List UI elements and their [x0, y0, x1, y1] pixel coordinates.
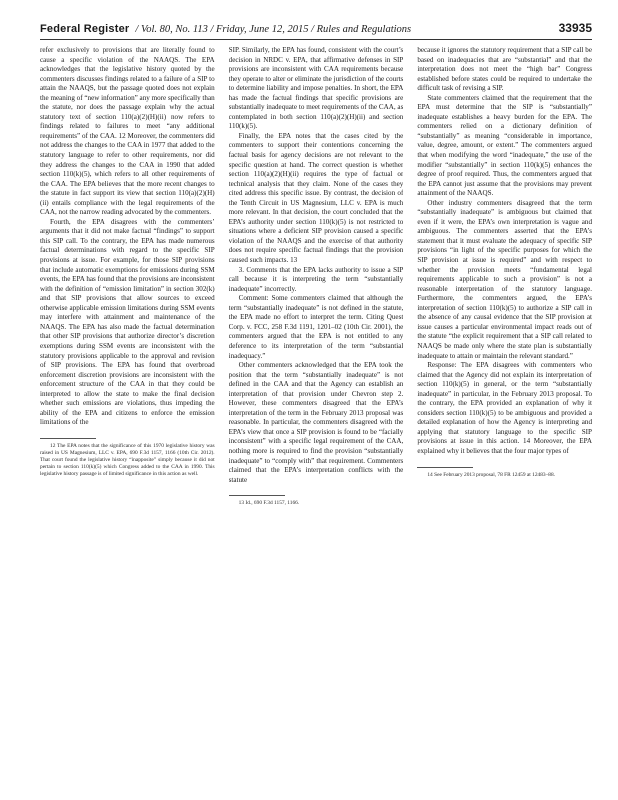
page-header — [40, 22, 592, 36]
paragraph: refer exclusively to provisions that are literally found to cause a specific violation of the NAAQS. The EPA acknowledges that the legislative history quoted by the commenters discusses findings related to a failure of a SIP to attain the NAAQS, but the passage quoted does not explain the meaning of “new information” any more specifically than the statute, nor does the passage explain why the actual statutory text of section 110(a)(2)(H)(ii) now refers to findings related to failures to meet “any additional requirements” of the CAA. 12 Moreover, the commenters did not address the changes to the CAA in 1977 that added to the statutory language to refer to other requirements, nor did they address the changes to the CAA in 1990 that added section 110(k)(5), which refers to all other requirements of the CAA. The EPA believes that the more recent changes to the statute in fact support its view that section 110(a)(2)(H)(ii) entails compliance with the legal requirements of the CAA, not the narrow reading advocated by the commenters. — [40, 46, 215, 217]
paragraph: Finally, the EPA notes that the cases cited by the commenters to support their contentions concerning the factual basis for agency decisions are not relevant to the specific question at hand. The correct question is whether section 110(a)(2)(H)(ii) requires the type of factual or technical analysis that they claim. None of the cases they cited address this specific issue. By contrast, the decision of the Tenth Circuit in US Magnesium, LLC v. EPA is much more relevant. In that decision, the court concluded that the EPA’s authority under section 110(k)(5) is not restricted to situations where a deficient SIP provision caused a specific violation of the NAAQS and the exercise of that authority does not require specific factual findings that the provision caused such impacts. 13 — [228, 131, 404, 265]
column-2 — [229, 46, 404, 786]
column-body — [40, 46, 215, 428]
footnotes — [229, 500, 404, 507]
paragraph: Comment: Some commenters claimed that although the term “substantially inadequate” is not defined in the statute, the EPA made no effort to interpret the term. Citing Quest Corp. v. FCC, 258 F.3d 1191, 1201–02 (10th Cir. 2001), the commenters argued that the EPA is not entitled to any deference to its interpretation of the term “substantial inadequacy.” — [228, 294, 404, 360]
paragraph: Response: The EPA disagrees with commenters who claimed that the Agency did not explain its interpretation of section 110(k)(5) in general, or the term “substantially inadequate” in particular, in the February 2013 proposal. To the contrary, the EPA provided an explanation of why it considers section 110(k)(5) to be ambiguous and provided a detailed explanation of how the Agency is interpreting and applying that statutory language to the specific SIP provisions at issue in this action. 14 Moreover, the EPA explained why it believes that the four major types of — [417, 361, 592, 455]
paragraph: 3. Comments that the EPA lacks authority to issue a SIP call because it is interpreting the term “substantially inadequate” incorrectly. — [228, 265, 404, 293]
text-columns — [40, 46, 592, 786]
column-body — [229, 46, 404, 485]
footnote-rule — [417, 467, 473, 468]
paragraph: Other commenters acknowledged that the EPA took the position that the term “substantially inadequate” is not defined in the CAA and that the Agency can establish an interpretation of that provision under Chevron step 2. However, these commenters disagreed that the EPA’s interpretation of the term in the February 2013 proposal was reasonable. In particular, the commenters disagreed with the EPA’s view that once a SIP provision is found to be “facially inconsistent” with a specific legal requirement of the CAA, nothing more is required to find the provision “substantially inadequate” to “comply with” that requirement. Commenters claimed that the EPA’s interpretation conflicts with the statute — [228, 361, 404, 484]
column-body — [417, 46, 592, 457]
footnote-rule — [229, 495, 285, 496]
footnote-rule — [40, 438, 96, 439]
page-number: 33935 — [558, 21, 592, 35]
footnote: 14 See February 2013 proposal, 78 FR 12459 at 12483–88. — [427, 471, 556, 478]
footnote: 12 The EPA notes that the significance of this 1970 legislative history was raised in US Magnesium, LLC v. EPA, 690 F.3d 1157, 1166 (10th Cir. 2012). That court found the legislative history “inapposite” simply because it did not pertain to section 110(k)(5) which Congress added to the CAA in 1990. This legislative history passage is of limited significance in this action as well. — [40, 442, 215, 478]
header-rule — [40, 39, 592, 40]
paragraph: because it ignores the statutory requirement that a SIP call be based on inadequacies that are “substantial” and that the interpretation does not meet the “high bar” Congress established before states could be required to undertake the difficult task of revising a SIP. — [417, 46, 592, 93]
publication-title: Federal Register — [40, 23, 130, 35]
paragraph: Other industry commenters disagreed that the term “substantially inadequate” is ambiguous but claimed that even if it were, the EPA’s own interpretation is vague and ambiguous. The commenters asserted that the EPA’s statement that it must evaluate the adequacy of specific SIP provisions “in light of the specific purposes for which the SIP provision at issue is required” and with respect to whether the provision meets “fundamental legal requirements applicable to such a provision” is not a reasonable interpretation of the statutory language. Furthermore, the commenters argued, the EPA’s interpretation of section 110(k)(5) to authorize a SIP call in the absence of any causal evidence that the SIP provision at issue causes a particular environmental impact reads out of the statute “the explicit requirement that a SIP call related to NAAQS be made only where the state plan is substantially inadequate to attain or maintain the relevant standard.” — [417, 198, 592, 360]
column-3 — [417, 46, 592, 786]
paragraph: State commenters claimed that the requirement that the EPA must determine that the SIP is “substantially” inadequate establishes a heavy burden for the EPA. The commenters relied on a dictionary definition of “substantially” as meaning “considerable in importance, value, degree, amount, or extent.” The commenters argued that when modifying the word “inadequate,” the use of the modifier “substantially” in section 110(k)(5) enhances the degree of proof required. Thus, the commenters argued that the EPA cannot just assume that the provisions may prevent attainment of the NAAQS. — [417, 93, 592, 198]
issue-info: / Vol. 80, No. 113 / Friday, June 12, 2015 / Rules and Regulations — [135, 24, 412, 35]
column-1 — [40, 46, 215, 786]
footnotes — [40, 443, 215, 478]
footnotes — [417, 472, 592, 479]
paragraph: Fourth, the EPA disagrees with the commenters’ arguments that it did not make factual “findings” to support this SIP call. To the contrary, the EPA has made numerous factual determinations with regard to the specific SIP provisions at issue. For example, for those SIP provisions that include automatic exemptions for emissions during SSM events, the EPA has found that the provisions are inconsistent with the definition of “emission limitation” in section 302(k) and that SIP provisions that allow sources to exceed otherwise applicable emission limitations during SSM events may interfere with attainment and maintenance of the NAAQS. The EPA has also made the factual determination that other SIP provisions that authorize director’s discretion exemptions during SSM events are inconsistent with the statutory provisions applicable to the approval and revision of SIP provisions. The EPA has found that overbroad enforcement discretion provisions are inconsistent with the enforcement structure of the CAA in that they could be interpreted to allow the state to make the final decision whether such emissions are violations, thus impeding the ability of the EPA and citizens to enforce the emission limitations of the — [40, 217, 215, 427]
paragraph: SIP. Similarly, the EPA has found, consistent with the court’s decision in NRDC v. EPA, that affirmative defenses in SIP provisions are inconsistent with CAA requirements because they operate to alter or eliminate the jurisdiction of the courts to determine liability and impose penalties. In short, the EPA has made the factual findings that specific provisions are substantially inadequate to meet requirements of the CAA, as contemplated in both section 110(a)(2)(H)(ii) and section 110(k)(5). — [228, 46, 404, 131]
footnote: 13 Id., 690 F.3d 1157, 1166. — [238, 500, 300, 507]
